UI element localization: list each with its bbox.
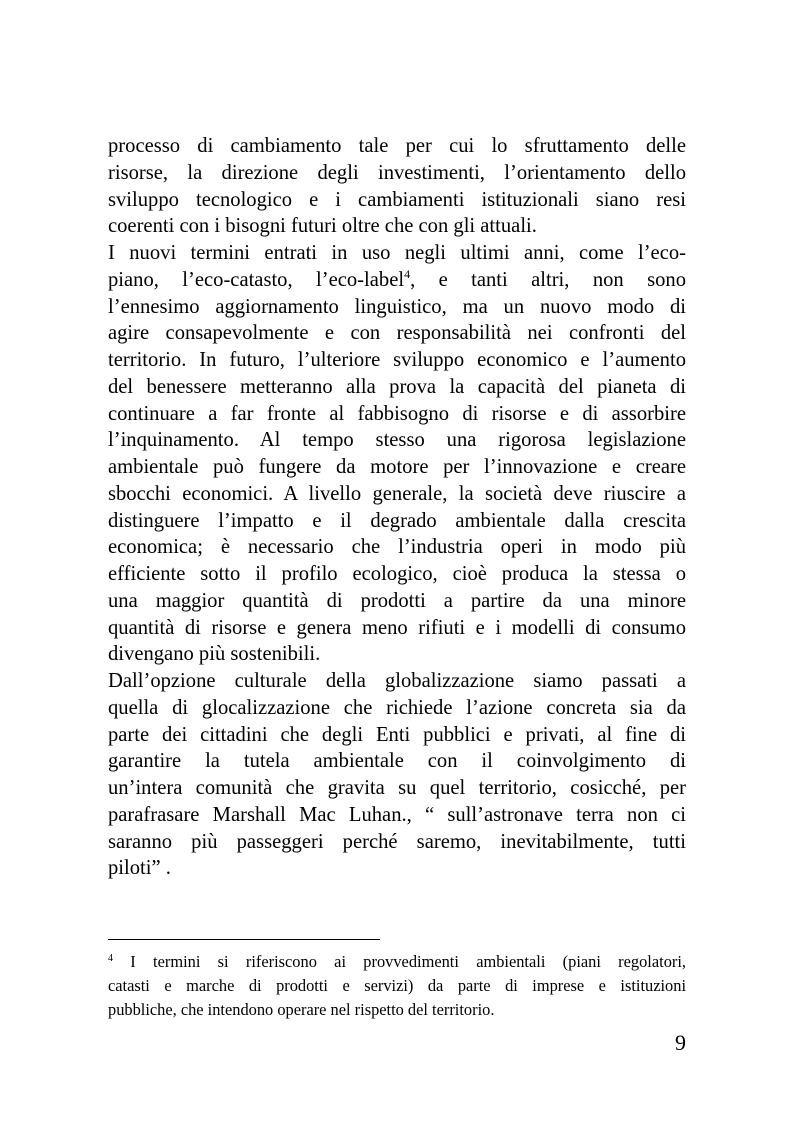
text-line: coerenti con i bisogni futuri oltre che con gli attuali. xyxy=(108,215,537,238)
text-line: piloti” . xyxy=(108,857,171,880)
paragraph-3 xyxy=(108,668,686,882)
text-line: parte dei cittadini che degli Enti pubblici e privati, al fine di xyxy=(108,723,686,746)
text-line: economica; è necessario che l’industria operi in modo più xyxy=(108,536,686,559)
text-line: saranno più passeggeri perché saremo, inevitabilmente, tutti xyxy=(108,830,686,853)
text-line: I nuovi termini entrati in uso negli ultimi anni, come l’eco- xyxy=(108,242,686,264)
text-segment: , e tanti altri, non sono xyxy=(410,268,686,291)
text-segment: piano, l’eco-catasto, l’eco-label xyxy=(108,268,405,291)
page-number: 9 xyxy=(675,1030,686,1055)
footnote-line: catasti e marche di prodotti e servizi) da parte di imprese e istituzioni xyxy=(108,976,686,995)
text-line: l’ennesimo aggiornamento linguistico, ma un nuovo modo di xyxy=(108,295,686,318)
text-line: quantità di risorse e genera meno rifiuti e i modelli di consumo xyxy=(108,616,686,639)
footnote-separator xyxy=(108,939,380,940)
text-line: una maggior quantità di prodotti a partire da una minore xyxy=(108,589,686,612)
body-text xyxy=(108,133,686,882)
text-line: risorse, la direzione degli investimenti, l’orientamento dello xyxy=(108,161,686,184)
text-line: un’intera comunità che gravita su quel territorio, cosicché, per xyxy=(108,777,686,799)
text-line: sbocchi economici. A livello generale, la società deve riuscire a xyxy=(108,482,686,505)
text-line: processo di cambiamento tale per cui lo sfruttamento delle xyxy=(108,135,686,157)
text-line: garantire la tutela ambientale con il coinvolgimento di xyxy=(108,750,686,773)
footnote-reference: 4 xyxy=(404,266,411,281)
paragraph-2 xyxy=(108,240,686,668)
text-line-with-footnote xyxy=(108,267,686,294)
text-line: parafrasare Marshall Mac Luhan., “ sull’astronave terra non ci xyxy=(108,803,686,826)
text-line: del benessere metteranno alla prova la capacità del pianeta di xyxy=(108,375,686,398)
footnote-line xyxy=(108,950,686,974)
text-line: agire consapevolmente e con responsabilità nei confronti del xyxy=(108,322,686,345)
footnote xyxy=(108,950,686,1022)
text-line: territorio. In futuro, l’ulteriore sviluppo economico e l’aumento xyxy=(108,349,686,371)
text-line: divengano più sostenibili. xyxy=(108,643,321,666)
text-line: continuare a far fronte al fabbisogno di risorse e di assorbire xyxy=(108,402,686,425)
footnote-line: pubbliche, che intendono operare nel rispetto del territorio. xyxy=(108,1000,495,1019)
text-line: ambientale può fungere da motore per l’innovazione e creare xyxy=(108,456,686,478)
text-segment: I termini si riferiscono ai provvedimenti ambientali (piani regolatori, xyxy=(113,952,686,971)
text-line: Dall’opzione culturale della globalizzazione siamo passati a xyxy=(108,670,686,692)
paragraph-1 xyxy=(108,133,686,240)
text-line: distinguere l’impatto e il degrado ambientale dalla crescita xyxy=(108,509,686,532)
text-line: sviluppo tecnologico e i cambiamenti istituzionali siano resi xyxy=(108,188,686,211)
text-line: l’inquinamento. Al tempo stesso una rigorosa legislazione xyxy=(108,429,686,452)
text-line: efficiente sotto il profilo ecologico, cioè produca la stessa o xyxy=(108,563,686,585)
footnote-number: 4 xyxy=(108,953,113,964)
text-line: quella di glocalizzazione che richiede l’azione concreta sia da xyxy=(108,696,686,719)
